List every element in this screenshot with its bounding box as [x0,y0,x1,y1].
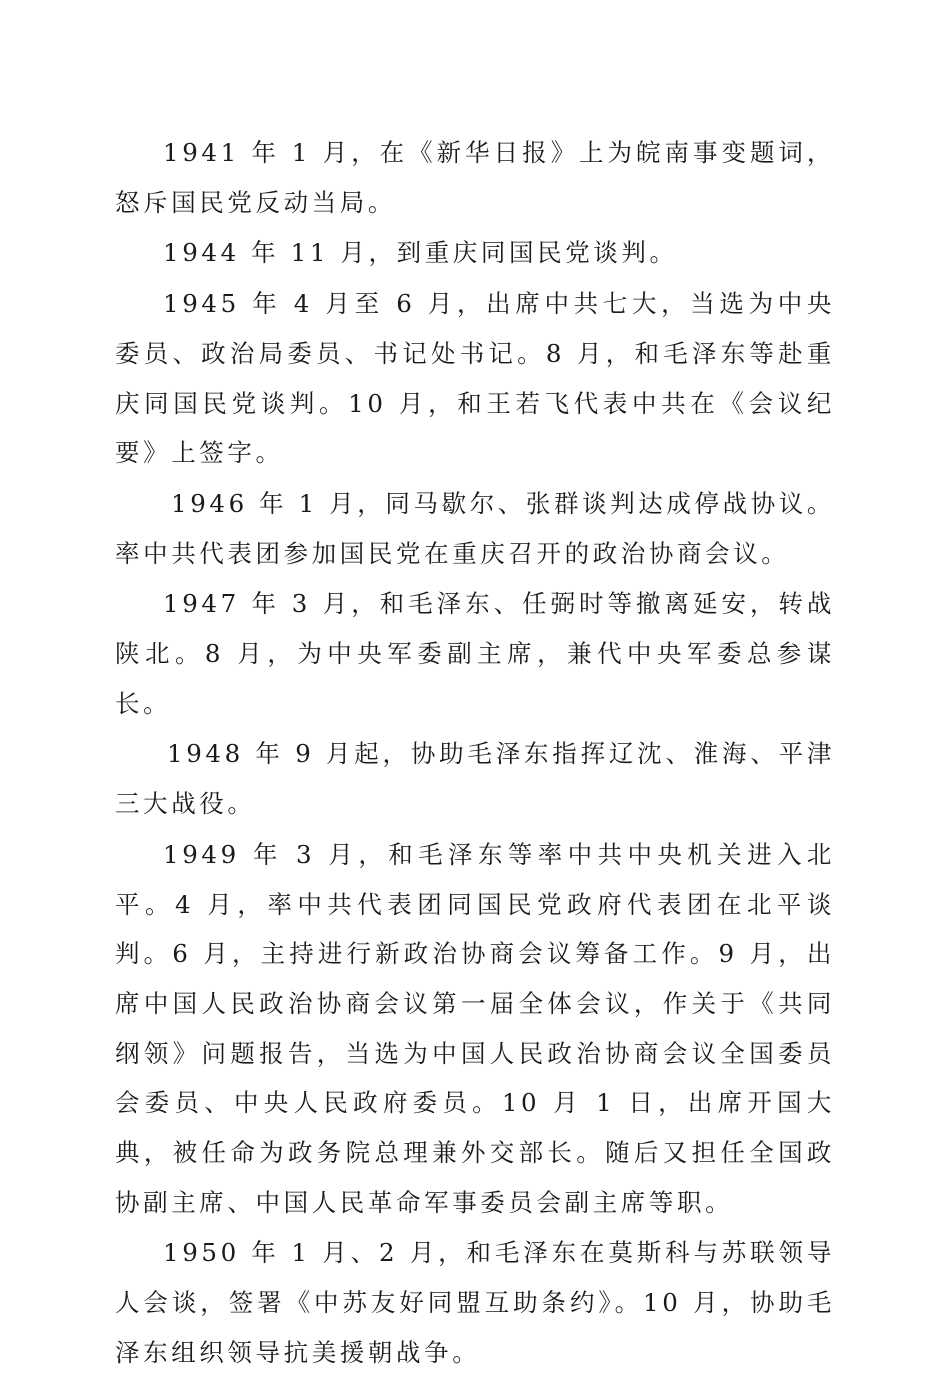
paragraph-1950: 1950 年 1 月、2 月，和毛泽东在莫斯科与苏联领导人会谈，签署《中苏友好同盟互助条约》。10 月，协助毛泽东组织领导抗美援朝战争。 [115,1238,835,1367]
paragraph-1948: 1948 年 9 月起，协助毛泽东指挥辽沈、淮海、平津三大战役。 [115,739,835,819]
paragraph-1945: 1945 年 4 月至 6 月，出席中共七大，当选为中央委员、政治局委员、书记处书记。8 月，和毛泽东等赴重庆同国民党谈判。10 月，和王若飞代表中共在《会议纪要》上签字。 [115,289,835,468]
document-body [115,128,835,1379]
paragraph-1947: 1947 年 3 月，和毛泽东、任弼时等撤离延安，转战陕北。8 月，为中央军委副主席，兼代中央军委总参谋长。 [115,589,835,718]
paragraph-1944: 1944 年 11 月，到重庆同国民党谈判。 [163,238,678,268]
paragraph-1949: 1949 年 3 月，和毛泽东等率中共中央机关进入北平。4 月，率中共代表团同国民党政府代表团在北平谈判。6 月，主持进行新政治协商会议筹备工作。9 月，出席中国人民政治协商会议第一届全体会议，作关于《共同纲领》问题报告，当选为中国人民政治协商会议全国委员会委员、中央人民政府委员。10 月 1 日，出席开国大典，被任命为政务院总理兼外交部长。随后又担任全国政协副主席、中国人民革命军事委员会副主席等职。 [115,839,835,1217]
paragraph-1946: 1946 年 1 月，同马歇尔、张群谈判达成停战协议。率中共代表团参加国民党在重庆召开的政治协商会议。 [115,488,835,568]
paragraph-1941: 1941 年 1 月，在《新华日报》上为皖南事变题词，怒斥国民党反动当局。 [115,138,835,217]
